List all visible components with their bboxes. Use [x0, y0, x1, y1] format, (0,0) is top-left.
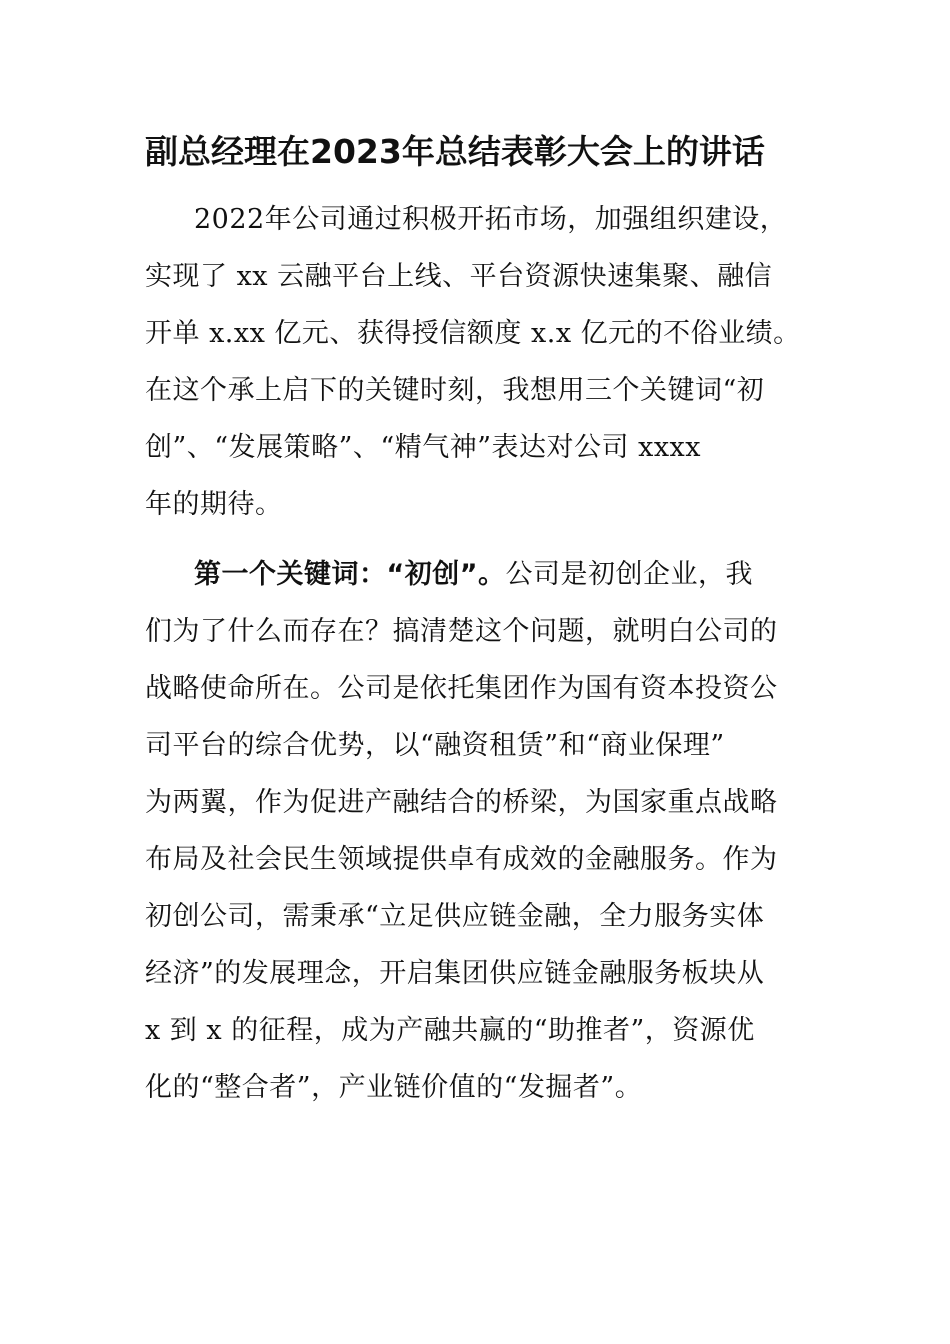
- paragraph-line: 为两翼，作为促进产融结合的桥梁，为国家重点战略: [145, 787, 778, 818]
- paragraph-line: x 到 x 的征程，成为产融共赢的“助推者”，资源优: [145, 1015, 755, 1046]
- paragraph-line: 化的“整合者”，产业链价值的“发掘者”。: [145, 1072, 643, 1103]
- document-title: 副总经理在2023年总结表彰大会上的讲话: [145, 132, 765, 171]
- paragraph-line: 年的期待。: [145, 489, 283, 520]
- paragraph-line: 布局及社会民生领域提供卓有成效的金融服务。作为: [145, 844, 778, 875]
- paragraph-line: 战略使命所在。公司是依托集团作为国有资本投资公: [145, 673, 778, 704]
- paragraph-line: 初创公司，需秉承“立足供应链金融，全力服务实体: [145, 901, 765, 932]
- paragraph-line: 在这个承上启下的关键时刻，我想用三个关键词“初: [145, 375, 765, 406]
- paragraph-line: 司平台的综合优势，以“融资租赁”和“商业保理”: [145, 730, 725, 761]
- paragraph-line: 们为了什么而存在？搞清楚这个问题，就明白公司的: [145, 616, 778, 647]
- paragraph-first-line: [194, 555, 753, 595]
- paragraph-line: 实现了 xx 云融平台上线、平台资源快速集聚、融信: [145, 261, 773, 292]
- paragraph-line: 2022年公司通过积极开拓市场，加强组织建设，: [194, 204, 788, 235]
- paragraph-line-rest: 公司是初创企业，我: [505, 559, 753, 590]
- paragraph-line: 开单 x.xx 亿元、获得授信额度 x.x 亿元的不俗业绩。: [145, 318, 801, 349]
- paragraph-line: 创”、“发展策略”、“精气神”表达对公司 xxxx: [145, 432, 702, 463]
- keyword-heading: 第一个关键词：“初创”。: [194, 559, 506, 590]
- paragraph-line: 经济”的发展理念，开启集团供应链金融服务板块从: [145, 958, 765, 989]
